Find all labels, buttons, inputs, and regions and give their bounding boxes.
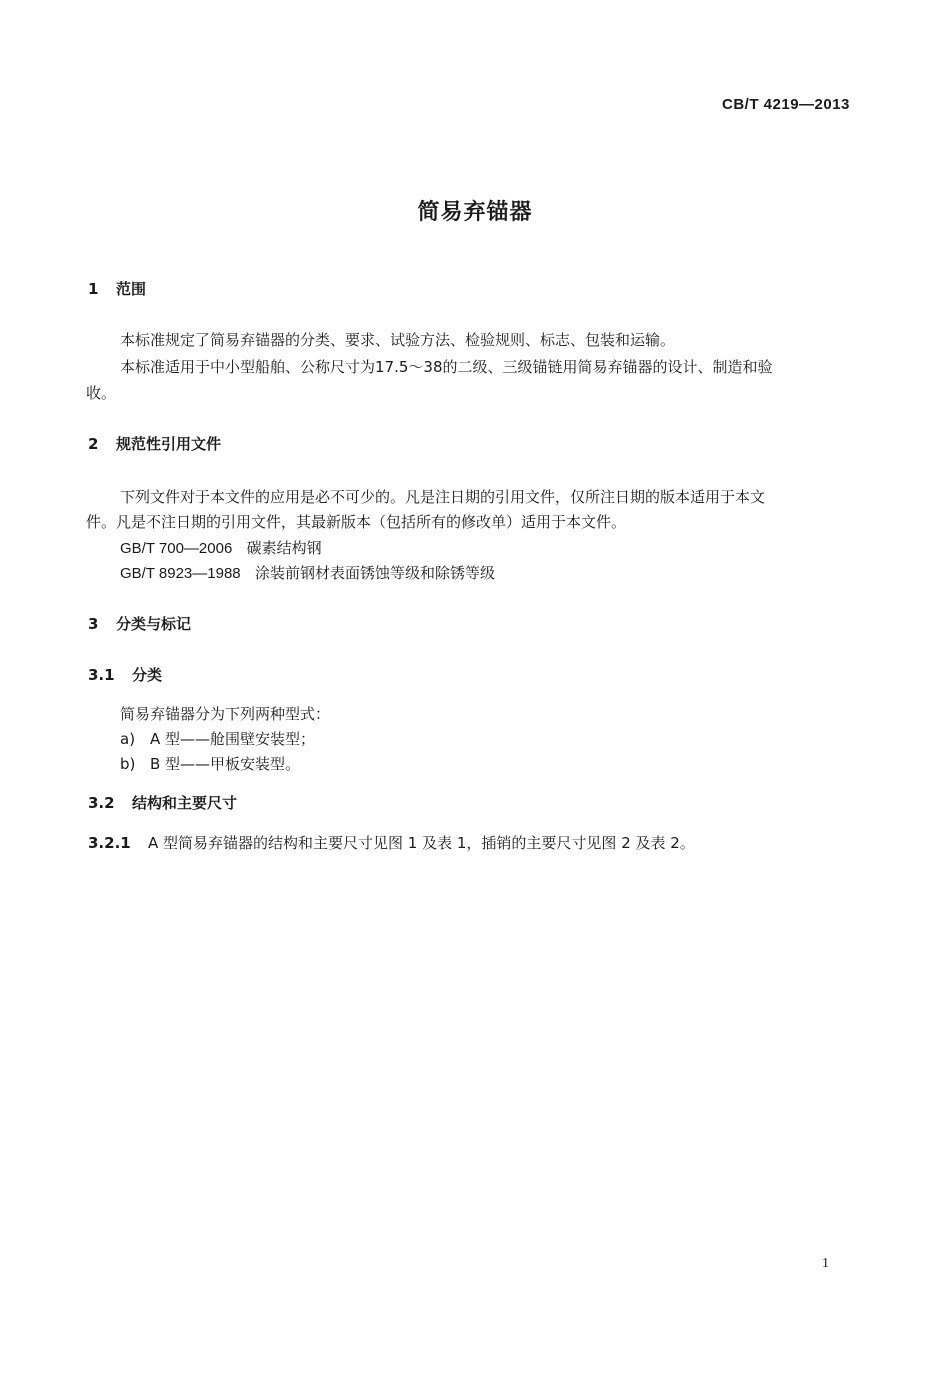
reference-item: [120, 537, 322, 558]
paragraph: 下列文件对于本文件的应用是必不可少的。凡是注日期的引用文件，仅所注日期的版本适用于本文: [120, 488, 766, 506]
reference-item: [120, 562, 495, 583]
subsection-title: 结构和主要尺寸: [132, 794, 238, 812]
clause-text: A 型简易弃锚器的结构和主要尺寸见图 1 及表 1，插销的主要尺寸见图 2 及表 2。: [148, 834, 695, 852]
section-number: 2: [88, 435, 99, 453]
section-title: 范围: [116, 280, 147, 298]
document-title: 简易弃锚器: [417, 200, 533, 225]
section-title: 分类与标记: [116, 615, 192, 633]
section-number: 3: [88, 615, 99, 633]
subsection-number: 3.2: [88, 794, 115, 812]
paragraph: 本标准适用于中小型船舶、公称尺寸为17.5～38的二级、三级锚链用简易弃锚器的设计、制造和验: [120, 358, 773, 376]
reference-title: 碳素结构钢: [246, 539, 322, 557]
subsection-number: 3.1: [88, 666, 115, 684]
list-marker: a): [120, 730, 136, 748]
reference-title: 涂装前钢材表面锈蚀等级和除锈等级: [254, 564, 495, 582]
subsection-3-2-heading: [88, 792, 237, 813]
paragraph: 本标准规定了简易弃锚器的分类、要求、试验方法、检验规则、标志、包装和运输。: [120, 331, 676, 349]
section-1-heading: [88, 278, 146, 299]
paragraph: 简易弃锚器分为下列两种型式：: [120, 705, 331, 723]
clause-3-2-1: [88, 832, 695, 853]
reference-code: GB/T 700—2006: [120, 540, 233, 557]
list-text: A 型——舱围壁安装型；: [150, 730, 316, 748]
section-3-heading: [88, 613, 191, 634]
paragraph-continuation: 件。凡是不注日期的引用文件，其最新版本（包括所有的修改单）适用于本文件。: [86, 513, 627, 531]
list-text: B 型——甲板安装型。: [150, 755, 301, 773]
list-marker: b): [120, 755, 136, 773]
reference-code: GB/T 8923—1988: [120, 565, 241, 582]
standard-number: CB/T 4219—2013: [722, 96, 850, 113]
section-2-heading: [88, 433, 221, 454]
page-number: 1: [822, 1256, 829, 1271]
section-number: 1: [88, 280, 99, 298]
subsection-3-1-heading: [88, 664, 162, 685]
list-item: [120, 728, 315, 749]
list-item: [120, 753, 300, 774]
clause-number: 3.2.1: [88, 834, 131, 852]
section-title: 规范性引用文件: [116, 435, 222, 453]
paragraph-continuation: 收。: [86, 384, 117, 402]
subsection-title: 分类: [132, 666, 163, 684]
